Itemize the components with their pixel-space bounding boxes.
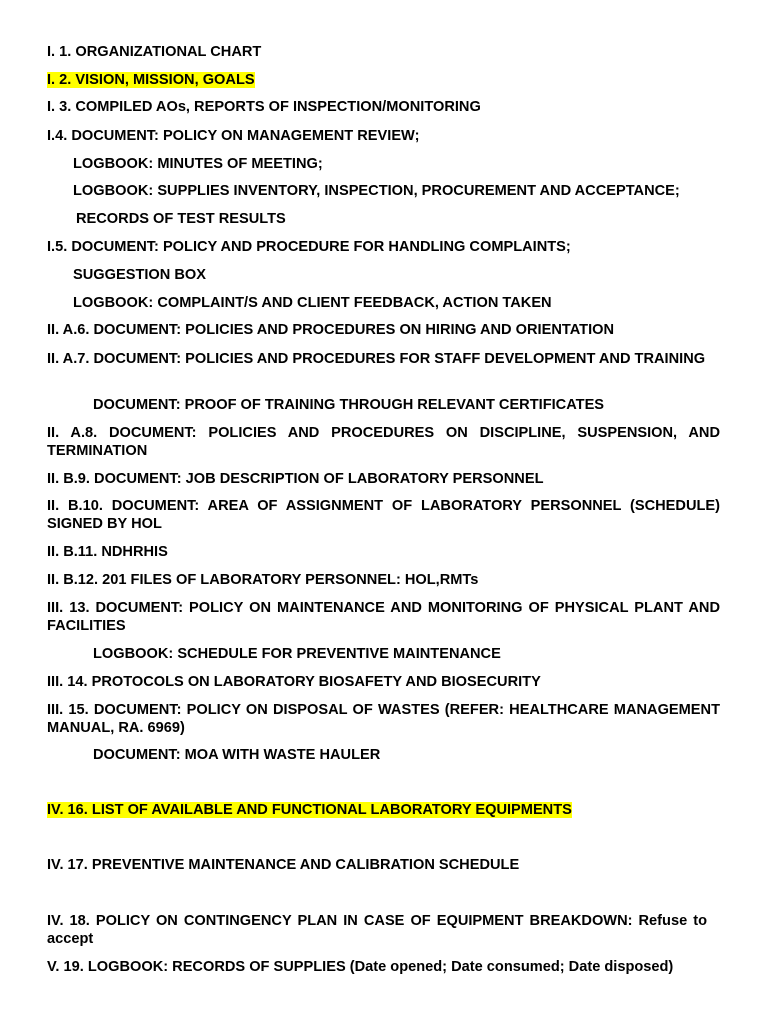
item-8 — [47, 424, 720, 460]
item-3 — [47, 98, 720, 116]
item-14 — [47, 673, 720, 691]
item-4-sub-1 — [73, 155, 720, 173]
item-11 — [47, 543, 720, 561]
item-text: LOGBOOK: SUPPLIES INVENTORY, INSPECTION, PROCUREMENT AND ACCEPTANCE; — [73, 183, 680, 199]
item-18 — [47, 912, 707, 948]
item-10 — [47, 497, 720, 533]
item-15-sub-1 — [93, 746, 720, 764]
item-17 — [47, 856, 720, 874]
item-text: LOGBOOK: SCHEDULE FOR PREVENTIVE MAINTENANCE — [93, 646, 501, 662]
item-text: SUGGESTION BOX — [73, 267, 206, 283]
item-1 — [47, 43, 720, 61]
item-15 — [47, 701, 720, 737]
item-text: II. B.9. DOCUMENT: JOB DESCRIPTION OF LABORATORY PERSONNEL — [47, 471, 544, 487]
item-12 — [47, 571, 720, 589]
highlighted-item-text: IV. 16. LIST OF AVAILABLE AND FUNCTIONAL LABORATORY EQUIPMENTS — [47, 802, 572, 818]
item-text: III. 15. DOCUMENT: POLICY ON DISPOSAL OF WASTES (REFER: HEALTHCARE MANAGEMENT MANUAL, RA. 6969) — [47, 702, 720, 736]
item-7 — [47, 350, 720, 368]
item-text: IV. 18. POLICY ON CONTINGENCY PLAN IN CASE OF EQUIPMENT BREAKDOWN: Refuse to accept — [47, 913, 707, 947]
item-text: III. 13. DOCUMENT: POLICY ON MAINTENANCE AND MONITORING OF PHYSICAL PLANT AND FACILITIES — [47, 600, 720, 634]
item-text: DOCUMENT: PROOF OF TRAINING THROUGH RELEVANT CERTIFICATES — [93, 397, 605, 413]
item-text: II. A.6. DOCUMENT: POLICIES AND PROCEDURES ON HIRING AND ORIENTATION — [47, 322, 615, 338]
highlighted-item-text: I. 2. VISION, MISSION, GOALS — [47, 72, 255, 88]
item-16 — [47, 801, 720, 819]
item-5-sub-1 — [73, 266, 720, 284]
item-6 — [47, 321, 720, 339]
item-text: I.5. DOCUMENT: POLICY AND PROCEDURE FOR HANDLING COMPLAINTS; — [47, 239, 571, 255]
item-text: V. 19. LOGBOOK: RECORDS OF SUPPLIES — [47, 959, 346, 975]
item-4-sub-3 — [76, 210, 720, 228]
item-text: II. B.11. NDHRHIS — [47, 544, 168, 560]
item-text: LOGBOOK: MINUTES OF MEETING; — [73, 156, 323, 172]
item-text: I. 3. COMPILED AOs, REPORTS OF INSPECTION/MONITORING — [47, 99, 481, 115]
item-text: LOGBOOK: COMPLAINT/S AND CLIENT FEEDBACK, ACTION TAKEN — [73, 295, 552, 311]
item-4 — [47, 127, 720, 145]
item-text: DOCUMENT: MOA WITH WASTE HAULER — [93, 747, 381, 763]
item-9 — [47, 470, 720, 488]
item-5 — [47, 238, 720, 256]
item-4-sub-2 — [73, 182, 720, 200]
item-5-sub-2 — [73, 294, 720, 312]
item-text: IV. 17. PREVENTIVE MAINTENANCE AND CALIBRATION SCHEDULE — [47, 857, 520, 873]
item-13 — [47, 599, 720, 635]
item-text: II. A.8. DOCUMENT: POLICIES AND PROCEDURES ON DISCIPLINE, SUSPENSION, AND TERMINATION — [47, 425, 720, 459]
item-7-sub-1 — [93, 396, 720, 414]
item-text: I.4. DOCUMENT: POLICY ON MANAGEMENT REVIEW; — [47, 128, 420, 144]
item-text: III. 14. PROTOCOLS ON LABORATORY BIOSAFETY AND BIOSECURITY — [47, 674, 541, 690]
item-19 — [47, 958, 720, 976]
item-text: II. B.12. 201 FILES OF LABORATORY PERSONNEL: HOL,RMTs — [47, 572, 479, 588]
item-13-sub-1 — [93, 645, 720, 663]
item-text: RECORDS OF TEST RESULTS — [76, 211, 286, 227]
item-text: I. 1. ORGANIZATIONAL CHART — [47, 44, 262, 60]
item-text: II. B.10. DOCUMENT: AREA OF ASSIGNMENT OF LABORATORY PERSONNEL (SCHEDULE) SIGNED BY HOL — [47, 498, 720, 532]
item-2 — [47, 71, 720, 89]
item-note: (Date opened; Date consumed; Date disposed) — [349, 959, 674, 975]
item-text: II. A.7. DOCUMENT: POLICIES AND PROCEDURES FOR STAFF DEVELOPMENT AND TRAINING — [47, 351, 706, 367]
